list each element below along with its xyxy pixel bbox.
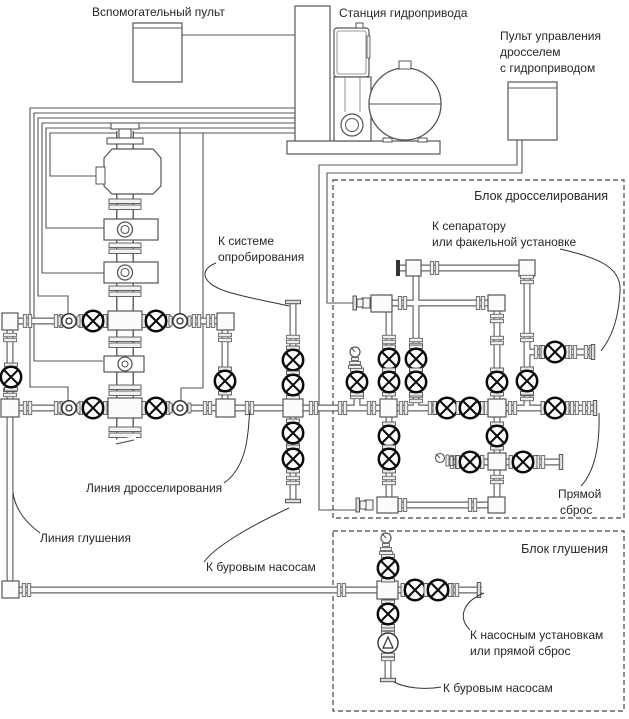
hydraulic-choke-neck bbox=[360, 501, 366, 509]
ring-valve-icon bbox=[58, 401, 80, 415]
pipe-fitting bbox=[216, 399, 235, 417]
leader-kill-line bbox=[13, 493, 40, 533]
flange bbox=[534, 346, 538, 359]
kill-block-label: Блок глушения bbox=[521, 542, 608, 556]
flange bbox=[430, 262, 434, 275]
control-line bbox=[181, 133, 203, 400]
gate-valve-icon bbox=[347, 368, 367, 396]
gate-valve-icon bbox=[509, 452, 537, 472]
flange bbox=[468, 499, 472, 512]
flange bbox=[399, 402, 403, 415]
to-mud-pumps-kill-label: К буровым насосам bbox=[443, 681, 553, 695]
flange bbox=[541, 456, 545, 469]
pipe-fitting bbox=[108, 398, 142, 418]
flange bbox=[4, 333, 17, 337]
control-line bbox=[50, 133, 295, 176]
flange bbox=[573, 346, 577, 359]
flange bbox=[343, 402, 347, 415]
flange bbox=[398, 297, 402, 310]
choke-console-label-1: Пульт управления bbox=[500, 29, 601, 43]
to-mud-pumps-mid-label: К буровым насосам bbox=[206, 560, 316, 574]
pipe-fitting bbox=[488, 497, 505, 513]
stack-flange bbox=[109, 427, 141, 432]
gate-valve-icon bbox=[283, 371, 303, 399]
gate-valve-icon bbox=[379, 445, 399, 473]
flange bbox=[382, 657, 395, 661]
pressure-gauge-icon-base bbox=[352, 358, 359, 361]
gate-valve-icon bbox=[79, 398, 107, 418]
gate-valve-icon bbox=[456, 398, 484, 418]
flange bbox=[23, 402, 27, 415]
gate-valve-icon bbox=[456, 452, 484, 472]
flange bbox=[435, 262, 439, 275]
flange bbox=[287, 476, 300, 480]
gate-valve-icon bbox=[541, 398, 569, 418]
pressure-gauge-icon-flange bbox=[381, 548, 392, 551]
gate-valve-icon bbox=[283, 419, 303, 447]
flange bbox=[54, 402, 58, 415]
end-flange bbox=[593, 401, 597, 416]
flange bbox=[491, 475, 504, 479]
flange bbox=[476, 297, 480, 310]
flange bbox=[192, 315, 196, 328]
flange bbox=[203, 402, 207, 415]
ring-valve-icon bbox=[58, 314, 80, 328]
gate-valve-icon bbox=[142, 398, 170, 418]
leader-choke-line bbox=[224, 412, 250, 483]
gate-valve-icon bbox=[142, 311, 170, 331]
pipe-fitting bbox=[108, 311, 142, 330]
flange bbox=[314, 402, 318, 415]
gate-valve-icon bbox=[378, 554, 398, 582]
flange bbox=[491, 336, 504, 340]
direct-discharge-label-1: Прямой bbox=[558, 487, 602, 501]
pipe-fitting bbox=[519, 260, 535, 276]
pipe-fitting bbox=[377, 497, 398, 513]
stack-flange bbox=[109, 243, 141, 248]
flange bbox=[491, 341, 504, 345]
choke-line-label: Линия дросселирования bbox=[86, 481, 223, 495]
leader-to-testing bbox=[205, 263, 289, 306]
flange bbox=[403, 297, 407, 310]
pipe-fitting bbox=[371, 295, 392, 312]
flange bbox=[484, 402, 488, 415]
gate-valve-icon bbox=[379, 368, 399, 396]
choke-console-label-2: дросселем bbox=[500, 45, 561, 59]
end-flange bbox=[559, 455, 563, 470]
stack-flange bbox=[109, 205, 141, 210]
flange bbox=[428, 402, 432, 415]
pipe-fitting bbox=[380, 399, 397, 417]
flange bbox=[521, 275, 534, 279]
ring-valve-icon bbox=[169, 314, 191, 328]
stack-flange bbox=[109, 343, 141, 348]
pressure-gauge-icon-base bbox=[383, 544, 390, 547]
control-line bbox=[46, 128, 295, 228]
gate-valve-icon bbox=[541, 342, 569, 362]
flange bbox=[372, 402, 376, 415]
flange bbox=[219, 338, 232, 342]
flange bbox=[508, 402, 512, 415]
hydraulic-choke-stem bbox=[353, 296, 357, 310]
end-flange bbox=[286, 499, 301, 503]
leader-mid-pumps bbox=[204, 508, 289, 562]
flange bbox=[521, 338, 534, 342]
gate-valve-icon bbox=[406, 368, 426, 396]
stack-flange bbox=[109, 292, 141, 297]
station-cabinet bbox=[334, 28, 369, 77]
flange bbox=[403, 499, 407, 512]
flange bbox=[250, 402, 254, 415]
leader-to-separator bbox=[560, 249, 620, 351]
pipe-fitting bbox=[406, 260, 421, 276]
flange bbox=[383, 340, 396, 344]
flange bbox=[404, 402, 408, 415]
direct-discharge-label-2: сброс bbox=[560, 503, 593, 517]
gate-valve-icon bbox=[487, 422, 507, 450]
pressure-gauge-icon-flange bbox=[380, 552, 393, 555]
station-pump-wheel-inner bbox=[346, 119, 359, 132]
stack-flange bbox=[109, 249, 141, 254]
control-line bbox=[38, 118, 295, 313]
pipe-fitting bbox=[283, 399, 303, 417]
flange bbox=[211, 315, 215, 328]
hydraulic-choke-neck bbox=[357, 299, 363, 307]
flange bbox=[287, 335, 300, 339]
choke-console-box bbox=[508, 82, 557, 140]
stack-flange bbox=[109, 391, 141, 396]
pipe-fitting bbox=[377, 581, 398, 599]
gate-valve-icon bbox=[79, 311, 107, 331]
choke-block-label: Блок дросселирования bbox=[474, 189, 608, 203]
flange bbox=[383, 481, 396, 485]
flange bbox=[4, 338, 17, 342]
gate-valve-icon bbox=[1, 363, 21, 391]
flange bbox=[338, 402, 342, 415]
stack-top-cap bbox=[111, 123, 139, 129]
flange bbox=[382, 653, 395, 657]
to-separator-label-2: или факельной установке bbox=[432, 235, 577, 249]
stack-flange bbox=[109, 433, 141, 438]
leader-pump-units bbox=[463, 593, 484, 630]
flange bbox=[398, 499, 402, 512]
flange bbox=[521, 333, 534, 337]
flange bbox=[410, 338, 423, 342]
flange bbox=[513, 402, 517, 415]
pipe-fitting bbox=[488, 399, 506, 417]
flange bbox=[309, 402, 313, 415]
accumulator-foot bbox=[383, 138, 392, 142]
flange bbox=[197, 315, 201, 328]
accumulator-nozzle bbox=[399, 61, 411, 69]
station-cabinet-tab bbox=[356, 23, 363, 28]
to-pump-units-label-2: или прямой сброс bbox=[470, 644, 571, 658]
flange bbox=[383, 476, 396, 480]
flange bbox=[410, 399, 423, 403]
flange bbox=[54, 315, 58, 328]
station-platform bbox=[287, 141, 440, 154]
station-cabinet-handle bbox=[367, 36, 370, 58]
aux-console-label: Вспомогательный пульт bbox=[92, 5, 225, 19]
flange bbox=[208, 402, 212, 415]
flange bbox=[570, 402, 574, 415]
flange bbox=[383, 335, 396, 339]
flange bbox=[23, 315, 27, 328]
pipe-fitting bbox=[1, 399, 19, 417]
annular-control-port bbox=[96, 167, 105, 184]
to-testing-label-1: К системе bbox=[218, 234, 274, 248]
ram-upper-port-inner bbox=[121, 226, 129, 234]
side-outlet-port-inner bbox=[122, 361, 128, 367]
stack-flange bbox=[109, 337, 141, 342]
hydraulic-station-label: Станция гидропривода bbox=[339, 6, 468, 20]
leader-kill-pumps bbox=[394, 682, 441, 688]
gate-valve-icon bbox=[215, 367, 235, 395]
flange bbox=[219, 333, 232, 337]
gate-valve-icon bbox=[487, 368, 507, 396]
ring-valve-icon bbox=[169, 401, 191, 415]
choke-console-label-3: с гидроприводом bbox=[500, 61, 596, 75]
to-testing-label-2: опробирования bbox=[218, 250, 305, 264]
flange bbox=[455, 584, 459, 597]
flange bbox=[587, 402, 591, 415]
pressure-gauge-icon-flange bbox=[349, 366, 362, 369]
flange bbox=[473, 499, 477, 512]
accumulator-foot bbox=[418, 138, 427, 142]
stack-flange bbox=[109, 286, 141, 291]
flange bbox=[491, 319, 504, 323]
flange bbox=[27, 584, 31, 597]
to-pump-units-label-1: К насосным установкам bbox=[470, 628, 604, 642]
flange bbox=[245, 402, 249, 415]
hydraulic-choke-stem bbox=[356, 498, 360, 512]
flange bbox=[342, 584, 346, 597]
station-panel bbox=[295, 6, 330, 143]
flange bbox=[287, 340, 300, 344]
manual-choke-flange bbox=[450, 457, 453, 466]
end-flange bbox=[381, 678, 396, 682]
flange bbox=[575, 402, 579, 415]
flange bbox=[481, 297, 485, 310]
gate-valve-icon bbox=[378, 600, 398, 628]
ram-lower-port-inner bbox=[121, 269, 129, 277]
gate-valve-icon bbox=[424, 580, 452, 600]
flange bbox=[28, 315, 32, 328]
stack-flange bbox=[109, 199, 141, 204]
blind-flange bbox=[396, 260, 400, 276]
stack-top-flange bbox=[107, 138, 143, 144]
flange bbox=[521, 397, 534, 401]
flange bbox=[367, 402, 371, 415]
flange bbox=[28, 402, 32, 415]
stack-flange bbox=[109, 385, 141, 390]
flange bbox=[287, 481, 300, 485]
flange bbox=[206, 315, 210, 328]
annular-preventer bbox=[104, 149, 161, 194]
to-separator-label-1: К сепаратору bbox=[432, 219, 506, 233]
manual-choke-flange bbox=[446, 455, 449, 466]
end-flange bbox=[286, 300, 301, 304]
flange bbox=[337, 584, 341, 597]
flange bbox=[4, 393, 17, 397]
pipe-fitting bbox=[2, 313, 18, 330]
flange bbox=[491, 480, 504, 484]
kill-line-label: Линия глушения bbox=[40, 531, 131, 545]
pipe-fitting bbox=[488, 295, 505, 311]
flange bbox=[521, 280, 534, 284]
gate-valve-icon bbox=[283, 346, 303, 374]
pressure-gauge-icon-flange bbox=[350, 362, 361, 365]
flange bbox=[22, 584, 26, 597]
flange bbox=[582, 402, 586, 415]
gate-valve-icon bbox=[517, 367, 537, 395]
pipe-fitting bbox=[488, 453, 506, 470]
leader-direct-discharge bbox=[581, 413, 599, 486]
pipe-fitting bbox=[2, 581, 19, 598]
aux-console-box bbox=[133, 23, 182, 82]
end-flange bbox=[591, 345, 595, 360]
gate-valve-icon bbox=[283, 445, 303, 473]
pipe-fitting bbox=[217, 313, 234, 330]
flange bbox=[584, 346, 588, 359]
stack-top-neck bbox=[119, 129, 131, 138]
flange bbox=[491, 314, 504, 318]
